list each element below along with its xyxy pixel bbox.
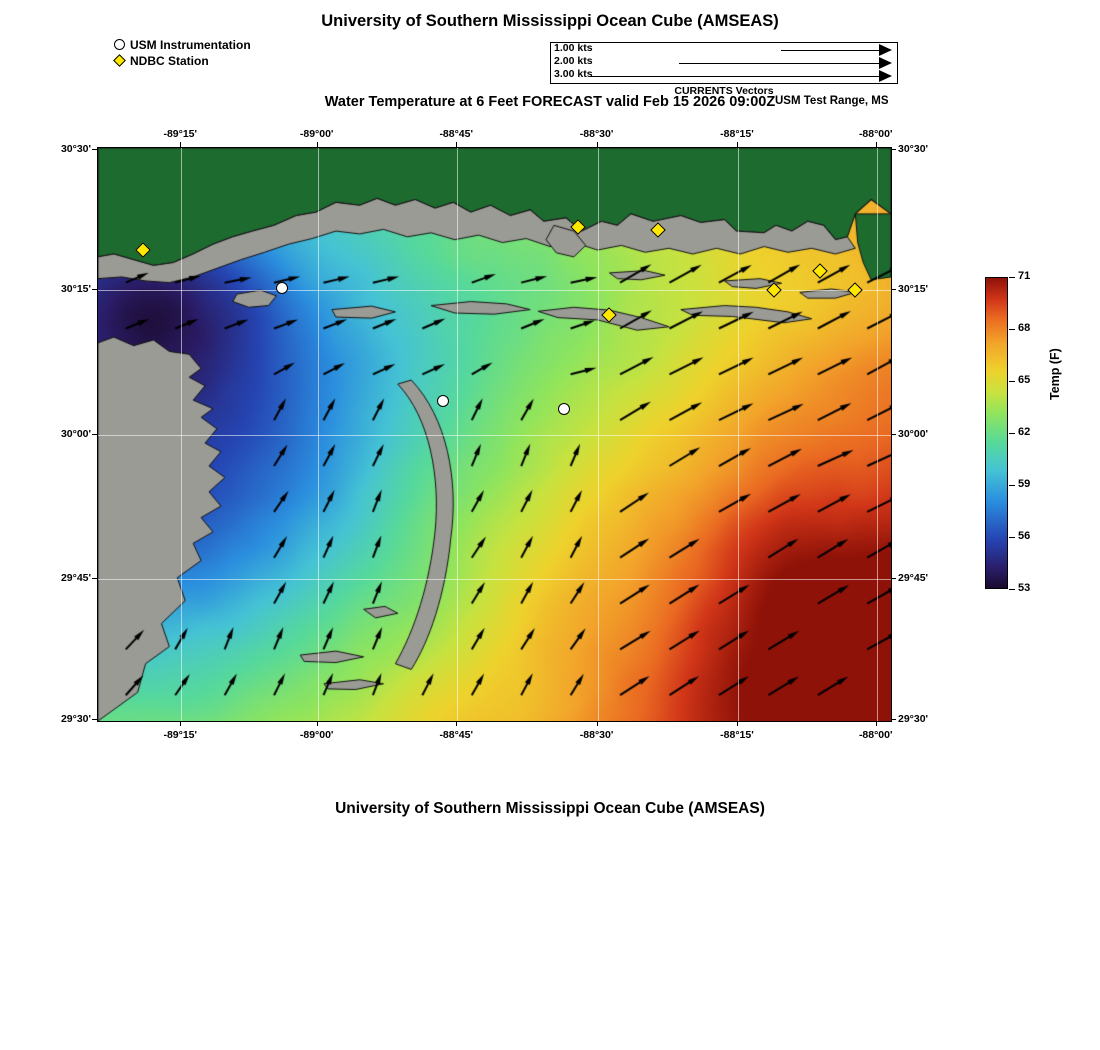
map-legend [110,37,251,69]
colorbar-tick-label-1: 68 [1018,322,1031,334]
colorbar-tick-label-0: 71 [1018,270,1031,282]
lon-tick-label-top-5: -88°00' [858,128,893,140]
lat-tick-mark-right-3 [891,578,896,579]
lat-tick-label-right-3: 29°45' [898,571,929,584]
lat-tick-mark-2 [92,434,97,435]
lat-tick-mark-3 [92,578,97,579]
lon-tick-label-bot-3: -88°30' [579,729,614,741]
colorbar-gradient [985,277,1008,589]
lat-tick-label-right-1: 30°15' [898,282,929,295]
diamond-marker-icon [110,56,128,65]
gridline-lat-3 [98,579,891,580]
lat-tick-label-left-0: 30°30' [60,142,91,155]
colorbar-tick-mark-3 [1009,433,1015,434]
vector-key-row-3 [551,69,899,83]
lon-tick-mark-top-3 [597,142,598,147]
lon-tick-mark-bottom-0 [180,721,181,726]
lon-tick-mark-top-5 [876,142,877,147]
map-panel[interactable] [97,147,892,722]
lat-tick-label-left-3: 29°45' [60,571,91,584]
usm-instrumentation-3[interactable] [558,403,570,415]
footer-title: University of Southern Mississippi Ocean Cube (AMSEAS) [335,800,765,817]
lon-tick-label-bot-5: -88°00' [858,729,893,741]
legend-label-usm: USM Instrumentation [130,37,251,52]
lat-tick-mark-0 [92,149,97,150]
colorbar-tick-mark-5 [1009,537,1015,538]
lon-tick-mark-bottom-2 [456,721,457,726]
lat-tick-mark-4 [92,719,97,720]
lon-tick-mark-bottom-4 [737,721,738,726]
colorbar-tick-label-4: 59 [1018,478,1031,490]
legend-item-usm [110,37,251,52]
colorbar [985,270,1031,594]
vector-key-row-1 [551,43,899,57]
lat-tick-label-left-1: 30°15' [60,282,91,295]
lon-tick-label-top-1: -89°00' [299,128,334,140]
lon-tick-mark-top-4 [737,142,738,147]
lon-tick-label-top-2: -88°45' [439,128,473,140]
page-title: University of Southern Mississippi Ocean Cube (AMSEAS) [321,12,779,30]
colorbar-title: Temp (F) [1048,348,1062,400]
usm-instrumentation-1[interactable] [276,282,288,294]
lon-tick-label-bot-2: -88°45' [439,729,473,741]
lat-tick-label-left-4: 29°30' [60,712,91,725]
lon-tick-label-top-3: -88°30' [579,128,614,140]
colorbar-tick-mark-6 [1009,589,1015,590]
lon-tick-label-top-0: -89°15' [163,128,198,140]
vector-scale-key [550,42,898,84]
lat-tick-mark-right-0 [891,149,896,150]
circle-marker-icon [110,39,128,50]
lat-tick-mark-1 [92,289,97,290]
lat-tick-mark-right-4 [891,719,896,720]
colorbar-tick-mark-1 [1009,329,1015,330]
lon-tick-label-bot-4: -88°15' [720,729,754,741]
colorbar-tick-mark-2 [1009,381,1015,382]
lon-tick-mark-bottom-5 [876,721,877,726]
legend-item-ndbc [110,53,251,68]
colorbar-tick-label-5: 56 [1018,530,1031,542]
lon-tick-mark-top-2 [456,142,457,147]
vector-key-label-2: 2.00 kts [554,55,593,67]
colorbar-tick-mark-0 [1009,277,1015,278]
usm-instrumentation-2[interactable] [437,395,449,407]
lon-tick-mark-bottom-1 [317,721,318,726]
lat-tick-label-left-2: 30°00' [60,427,91,440]
colorbar-tick-label-6: 53 [1018,582,1031,594]
lat-tick-mark-right-1 [891,289,896,290]
vector-key-caption: CURRENTS Vectors [674,85,774,97]
vector-key-label-1: 1.00 kts [554,42,593,54]
lon-tick-mark-top-0 [180,142,181,147]
legend-label-ndbc: NDBC Station [130,53,209,68]
lon-tick-label-bot-1: -89°00' [299,729,334,741]
vector-key-row-2 [551,56,899,70]
colorbar-tick-label-2: 65 [1018,374,1031,386]
lon-tick-mark-top-1 [317,142,318,147]
colorbar-tick-mark-4 [1009,485,1015,486]
map-subtitle: Water Temperature at 6 Feet FORECAST valid Feb 15 2026 09:00Z [324,94,776,110]
gridline-lat-2 [98,435,891,436]
lon-tick-label-bot-0: -89°15' [163,729,198,741]
lat-tick-label-right-2: 30°00' [898,427,929,440]
lat-tick-mark-right-2 [891,434,896,435]
lon-tick-label-top-4: -88°15' [720,128,754,140]
test-range-label: USM Test Range, MS [775,95,889,107]
vector-key-label-3: 3.00 kts [554,68,593,80]
lon-tick-mark-bottom-3 [597,721,598,726]
lat-tick-label-right-4: 29°30' [898,712,929,725]
colorbar-tick-label-3: 62 [1018,426,1031,438]
lat-tick-label-right-0: 30°30' [898,142,929,155]
